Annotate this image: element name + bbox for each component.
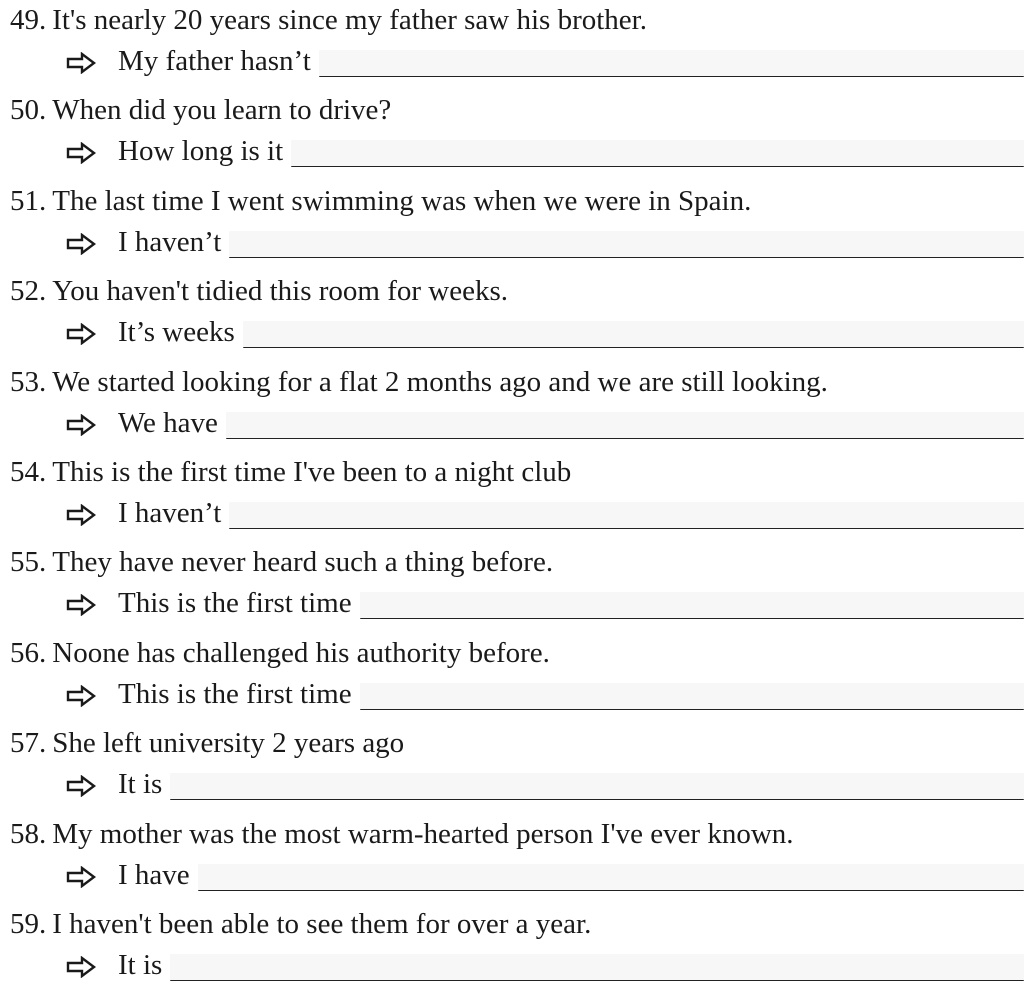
- right-outline-arrow-icon: [66, 414, 96, 436]
- question-line: [10, 542, 553, 582]
- answer-line: [66, 224, 1024, 264]
- answer-line: [66, 766, 1024, 806]
- question-number: 57.: [10, 727, 47, 760]
- question-number: 56.: [10, 636, 47, 669]
- exercise-item: [0, 633, 1024, 723]
- answer-line: [66, 43, 1024, 83]
- question-line: [10, 452, 571, 492]
- answer-blank[interactable]: [198, 864, 1024, 891]
- exercise-item: [0, 814, 1024, 904]
- question-text: She left university 2 years ago: [52, 727, 405, 760]
- answer-blank[interactable]: [170, 773, 1024, 800]
- rewrite-stem: It’s weeks: [118, 316, 235, 349]
- question-line: [10, 723, 404, 763]
- question-text: My mother was the most warm-hearted person I've ever known.: [52, 817, 794, 850]
- question-text: They have never heard such a thing before.: [52, 546, 554, 579]
- answer-blank[interactable]: [229, 231, 1024, 258]
- rewrite-stem: My father hasn’t: [118, 45, 311, 77]
- question-number: 50.: [10, 94, 47, 127]
- right-outline-arrow-icon: [66, 775, 96, 797]
- rewrite-stem: It is: [118, 948, 163, 981]
- answer-blank[interactable]: [291, 140, 1024, 167]
- question-text: You haven't tidied this room for weeks.: [52, 275, 509, 308]
- answer-line: [66, 947, 1024, 987]
- answer-line: [66, 405, 1024, 445]
- question-number: 54.: [10, 455, 47, 488]
- question-text: The last time I went swimming was when we were in Spain.: [52, 184, 752, 217]
- question-line: [10, 904, 591, 944]
- rewrite-stem: This is the first time: [118, 677, 352, 710]
- rewrite-stem: I haven’t: [118, 496, 222, 529]
- question-line: [10, 633, 550, 673]
- question-number: 51.: [10, 184, 47, 217]
- question-line: [10, 0, 647, 40]
- exercise-item: [0, 452, 1024, 542]
- question-line: [10, 814, 794, 854]
- right-outline-arrow-icon: [66, 142, 96, 164]
- exercise-item: [0, 90, 1024, 180]
- answer-line: [66, 133, 1024, 173]
- rewrite-stem: How long is it: [118, 135, 284, 168]
- answer-line: [66, 314, 1024, 354]
- right-outline-arrow-icon: [66, 504, 96, 526]
- answer-line: [66, 857, 1024, 897]
- answer-line: [66, 676, 1024, 716]
- answer-blank[interactable]: [319, 50, 1024, 77]
- question-text: When did you learn to drive?: [52, 94, 392, 127]
- answer-line: [66, 585, 1024, 625]
- right-outline-arrow-icon: [66, 685, 96, 707]
- question-line: [10, 271, 508, 311]
- right-outline-arrow-icon: [66, 594, 96, 616]
- question-number: 49.: [10, 4, 47, 36]
- question-text: We started looking for a flat 2 months ago and we are still looking.: [52, 365, 828, 398]
- rewrite-stem: This is the first time: [118, 587, 352, 620]
- question-number: 53.: [10, 365, 47, 398]
- question-line: [10, 90, 391, 130]
- rewrite-stem: I have: [118, 858, 190, 891]
- answer-blank[interactable]: [170, 954, 1024, 981]
- answer-blank[interactable]: [226, 412, 1024, 439]
- right-outline-arrow-icon: [66, 866, 96, 888]
- rewrite-stem: We have: [118, 406, 218, 439]
- answer-blank[interactable]: [229, 502, 1024, 529]
- question-line: [10, 362, 828, 402]
- exercise-item: [0, 181, 1024, 271]
- question-text: I haven't been able to see them for over a year.: [52, 907, 592, 940]
- exercise-item: [0, 0, 1024, 90]
- answer-blank[interactable]: [360, 592, 1024, 619]
- right-outline-arrow-icon: [66, 52, 96, 74]
- right-outline-arrow-icon: [66, 233, 96, 255]
- exercise-item: [0, 271, 1024, 361]
- question-text: This is the first time I've been to a night club: [52, 455, 572, 488]
- answer-blank[interactable]: [360, 683, 1024, 710]
- question-number: 55.: [10, 546, 47, 579]
- right-outline-arrow-icon: [66, 956, 96, 978]
- question-line: [10, 181, 751, 221]
- exercise-item: [0, 904, 1024, 994]
- answer-line: [66, 495, 1024, 535]
- question-number: 59.: [10, 907, 47, 940]
- right-outline-arrow-icon: [66, 323, 96, 345]
- question-text: Noone has challenged his authority before.: [52, 636, 550, 669]
- answer-blank[interactable]: [243, 321, 1024, 348]
- question-text: It's nearly 20 years since my father saw his brother.: [52, 4, 647, 36]
- rewrite-stem: I haven’t: [118, 225, 222, 258]
- exercise-item: [0, 542, 1024, 632]
- exercise-item: [0, 723, 1024, 813]
- exercise-item: [0, 362, 1024, 452]
- question-number: 52.: [10, 275, 47, 308]
- question-number: 58.: [10, 817, 47, 850]
- rewrite-stem: It is: [118, 768, 163, 801]
